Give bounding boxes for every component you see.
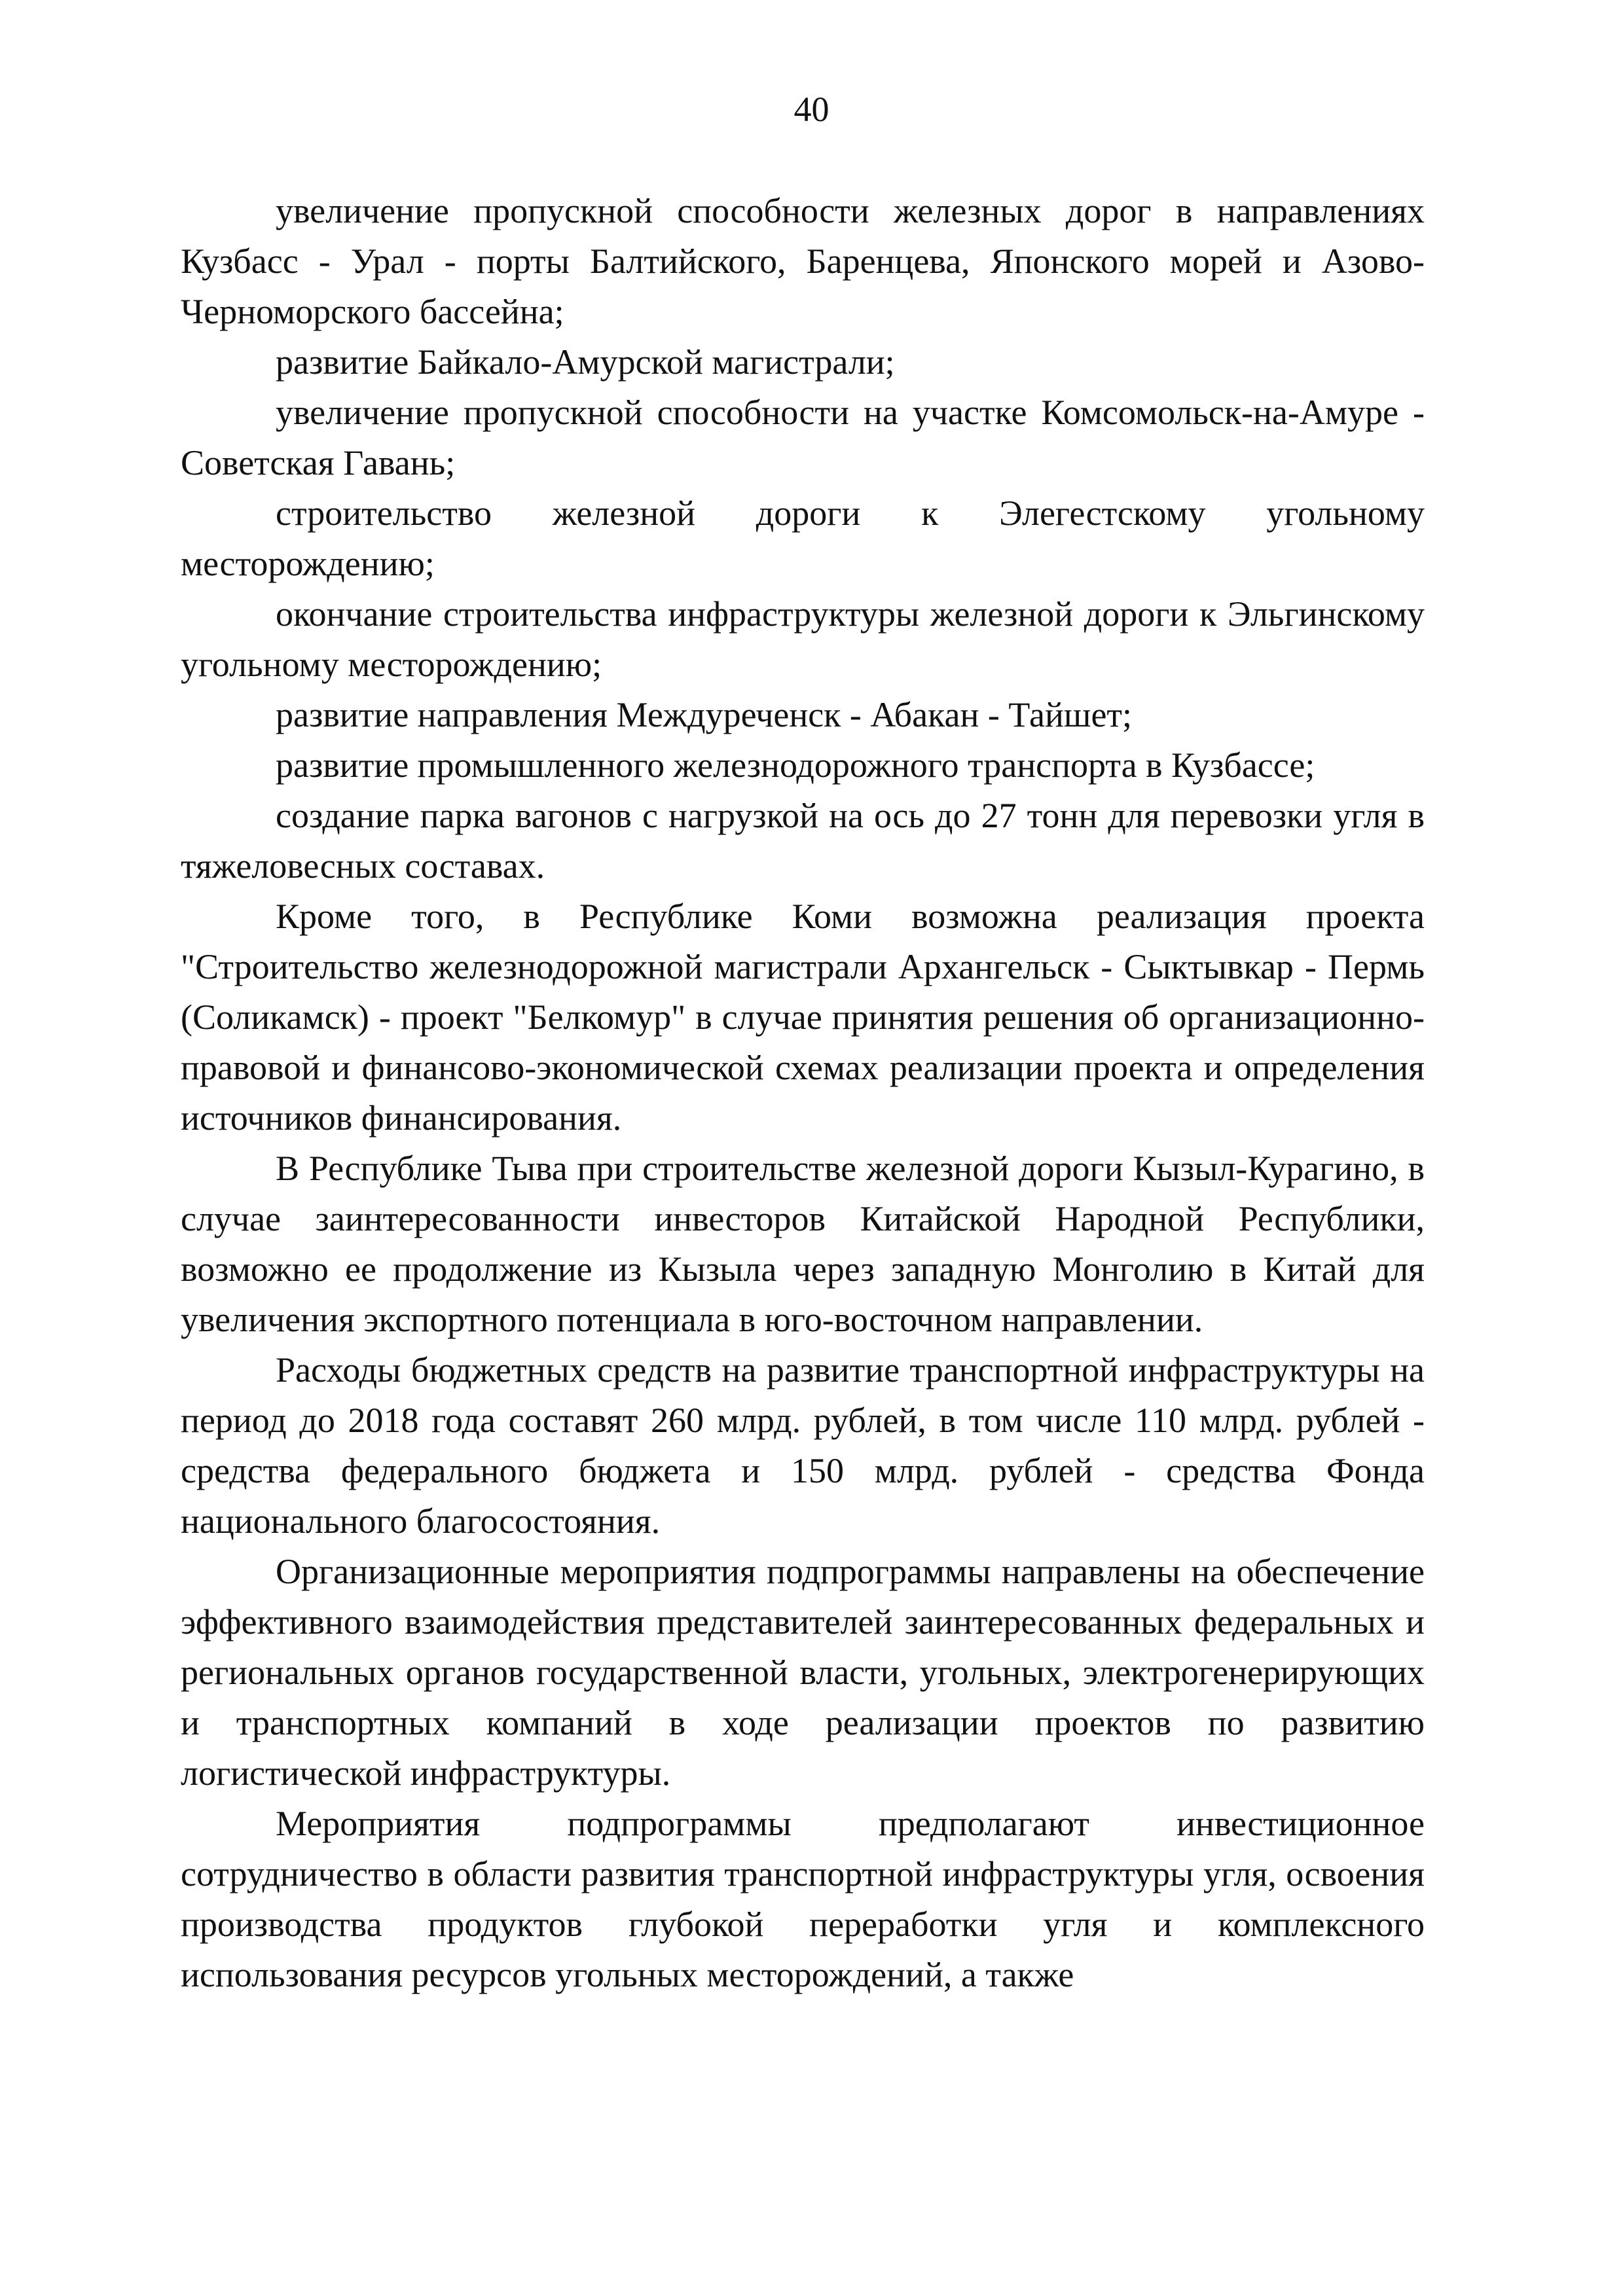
- paragraph-investment-cooperation: Мероприятия подпрограммы предполагают инвестиционное сотрудничество в области развития транспортной инфраструктуры угля, освоения производства продуктов глубокой переработки угля и комплексного использования ресурсов угольных месторождений, а также: [181, 1804, 1425, 1994]
- document-body: [181, 186, 1425, 2000]
- paragraph-elga-railway: окончание строительства инфраструктуры железной дороги к Эльгинскому угольному месторождению;: [181, 594, 1425, 684]
- paragraph-belkomur-project: Кроме того, в Республике Коми возможна реализация проекта "Строительство железнодорожной магистрали Архангельск - Сыктывкар - Пермь (Соликамск) - проект "Белкомур" в случае принятия решения об организационно-правовой и финансово-экономической схемах реализации проекта и определения источников финансирования.: [181, 897, 1425, 1138]
- paragraph-mezhdurechensk-route: развитие направления Междуреченск - Абакан - Тайшет;: [276, 695, 1133, 734]
- page-number: 40: [793, 90, 830, 129]
- paragraph-tyva-railway: В Республике Тыва при строительстве железной дороги Кызыл-Курагино, в случае заинтересованности инвесторов Китайской Народной Республики, возможно ее продолжение из Кызыла через западную Монголию в Китай для увеличения экспортного потенциала в юго-восточном направлении.: [181, 1149, 1425, 1339]
- paragraph-organizational-measures: Организационные мероприятия подпрограммы направлены на обеспечение эффективного взаимодействия представителей заинтересованных федеральных и региональных органов государственной власти, угольных, электрогенерирующих и транспортных компаний в ходе реализации проектов по развитию логистической инфраструктуры.: [181, 1552, 1425, 1793]
- paragraph-elegest-railway: строительство железной дороги к Элегестскому угольному месторождению;: [181, 493, 1425, 583]
- paragraph-railway-capacity: увеличение пропускной способности железных дорог в направлениях Кузбасс - Урал - порты Балтийского, Баренцева, Японского морей и Азово-Черноморского бассейна;: [181, 191, 1425, 331]
- paragraph-budget-expenditures: Расходы бюджетных средств на развитие транспортной инфраструктуры на период до 2018 года составят 260 млрд. рублей, в том числе 110 млрд. рублей - средства федерального бюджета и 150 млрд. рублей - средства Фонда национального благосостояния.: [181, 1350, 1425, 1541]
- paragraph-wagon-fleet: создание парка вагонов с нагрузкой на ось до 27 тонн для перевозки угля в тяжеловесных составах.: [181, 796, 1425, 886]
- paragraph-baikal-amur: развитие Байкало-Амурской магистрали;: [276, 342, 895, 382]
- paragraph-komsomolsk-section: увеличение пропускной способности на участке Комсомольск-на-Амуре - Советская Гавань;: [181, 393, 1425, 482]
- paragraph-kuzbass-industrial-transport: развитие промышленного железнодорожного транспорта в Кузбассе;: [276, 745, 1315, 785]
